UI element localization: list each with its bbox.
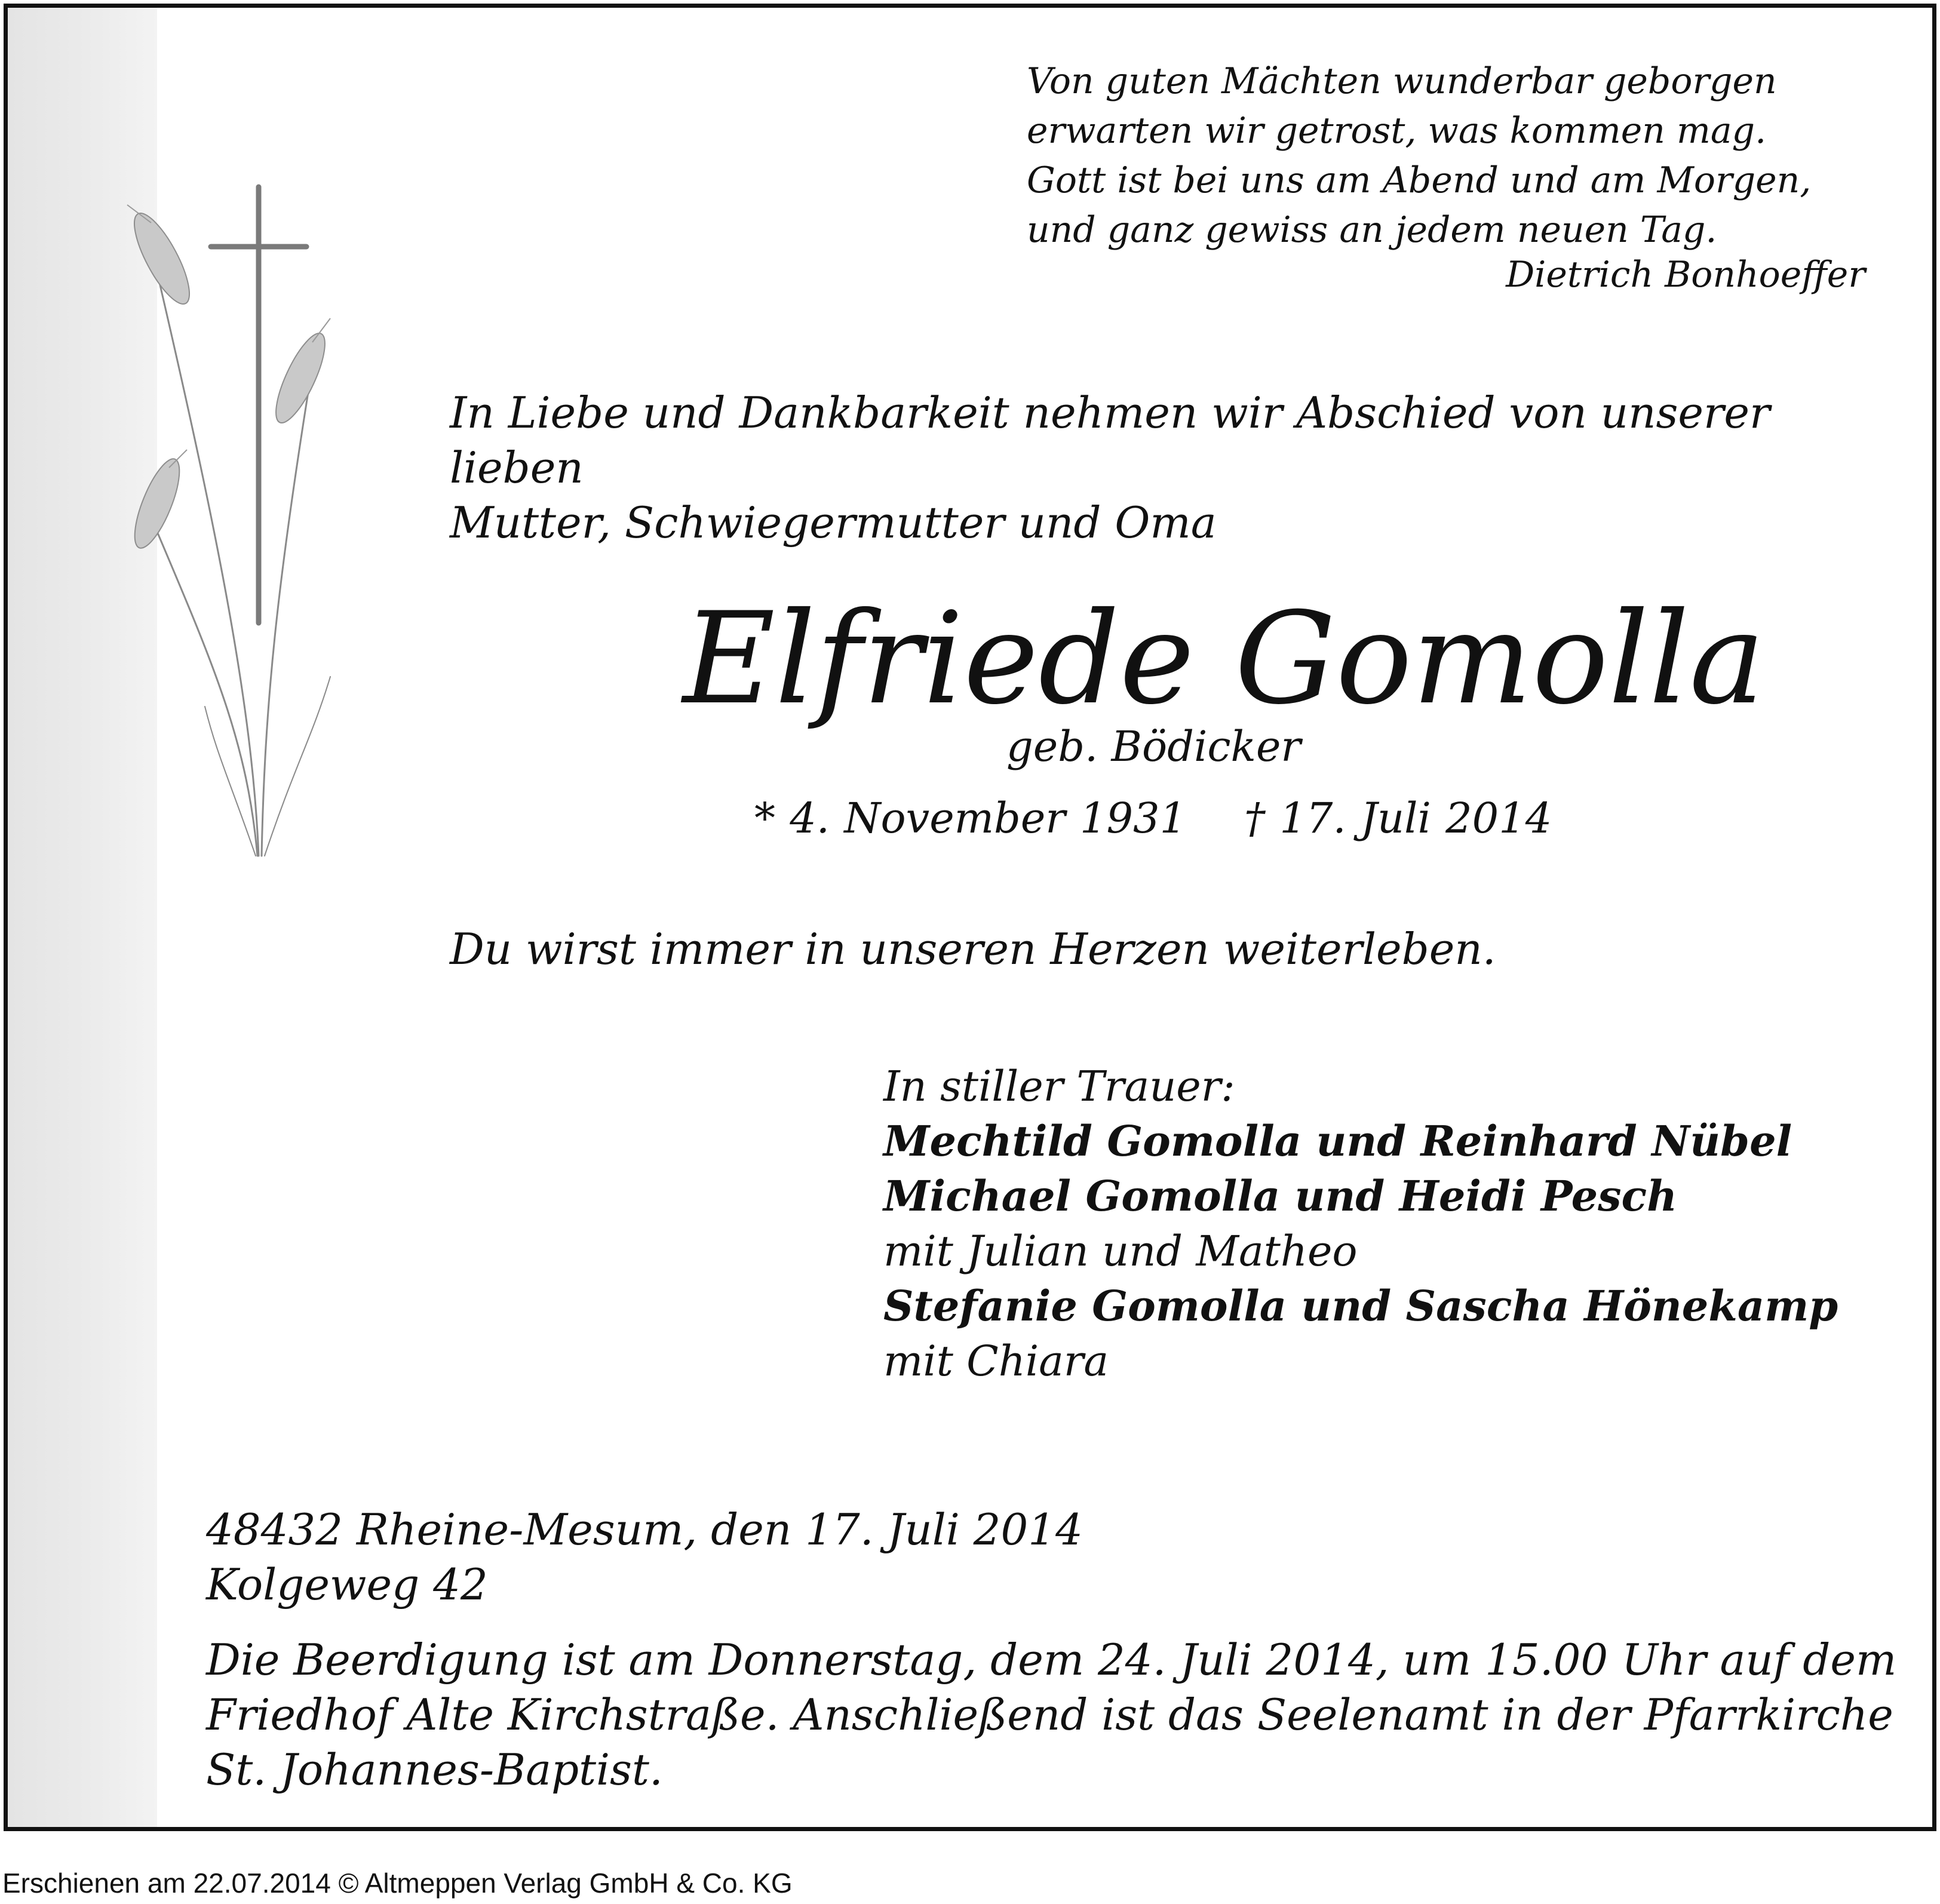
mourner-entry: mit Julian und Matheo: [883, 1227, 1358, 1276]
deceased-name: Elfriede Gomolla: [683, 585, 1765, 732]
cross-and-wheat-icon: [115, 169, 354, 862]
quote-author: Dietrich Bonhoeffer: [1506, 254, 1865, 296]
mourners-heading: In stiller Trauer:: [883, 1062, 1235, 1111]
obituary-frame: [4, 4, 1936, 1831]
funeral-notice: Die Beerdigung ist am Donnerstag, dem 24. Juli 2014, um 15.00 Uhr auf dem Friedhof Alte Kirchstraße. Anschließend ist das Seelenamt in der Pfarrkirche St. Johannes-Baptist.: [206, 1635, 1897, 1795]
mourner-entry: mit Chiara: [883, 1337, 1109, 1386]
place-and-address: 48432 Rheine-Mesum, den 17. Juli 2014 Kolgeweg 42: [206, 1504, 1083, 1610]
maiden-name: geb. Bödicker: [1006, 722, 1301, 771]
mourner-entry: Michael Gomolla und Heidi Pesch: [883, 1171, 1678, 1221]
publication-footer: Erschienen am 22.07.2014 © Altmeppen Verlag GmbH & Co. KG: [2, 1868, 793, 1899]
mourner-entry: Stefanie Gomolla und Sascha Hönekamp: [883, 1281, 1838, 1331]
mourners-list: [883, 1059, 1923, 1389]
mourner-entry: Mechtild Gomolla und Reinhard Nübel: [883, 1116, 1792, 1166]
farewell-intro: In Liebe und Dankbarkeit nehmen wir Abschied von unserer lieben Mutter, Schwiegermutter und Oma: [450, 388, 1770, 548]
bonhoeffer-quote: Von guten Mächten wunderbar geborgen erwarten wir getrost, was kommen mag. Gott ist bei uns am Abend und am Morgen, und ganz gewiss an jedem neuen Tag.: [1027, 60, 1812, 251]
memorial-motto: Du wirst immer in unseren Herzen weiterleben.: [450, 924, 1496, 974]
life-dates: * 4. November 1931 † 17. Juli 2014: [754, 794, 1552, 843]
